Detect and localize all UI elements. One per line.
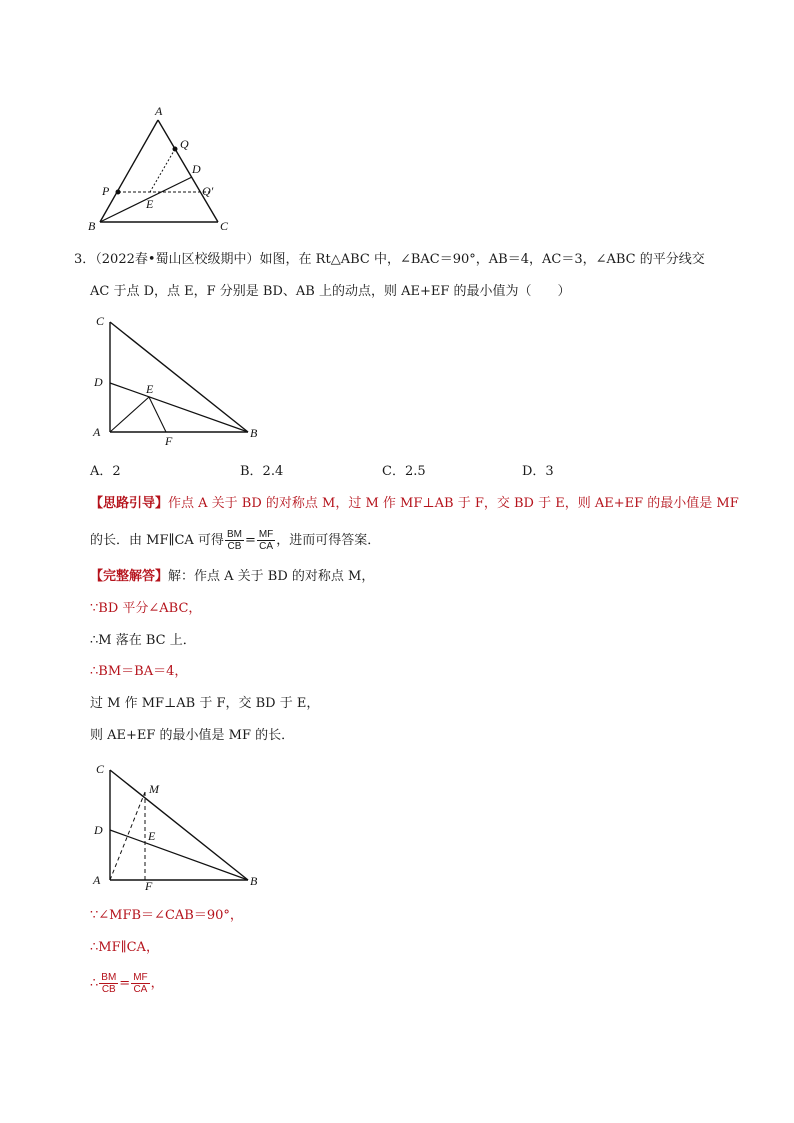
question-line-2 <box>90 282 571 302</box>
fig3-label-d: D <box>94 823 103 837</box>
option-b[interactable]: B．2.4 <box>240 464 284 479</box>
answer-options <box>90 462 690 482</box>
solution-line-9 <box>90 970 164 998</box>
question-source: （2022春•蜀山区校级期中） <box>95 252 260 267</box>
solution-tag: 【完整解答】 <box>90 569 169 584</box>
hint-text-2a: 的长．由 MF∥CA 可得 <box>90 533 224 548</box>
hint-equals: = <box>244 533 256 548</box>
fig3-label-b: B <box>250 874 258 888</box>
hint-text-1: 作点 A 关于 BD 的对称点 M，过 M 作 MF⊥AB 于 F，交 BD 于 E，则 AE+EF 的最小值是 MF <box>168 496 739 511</box>
fig1-label-p: P <box>102 184 110 198</box>
solution-line-4: ∴BM＝BA＝4， <box>90 664 188 679</box>
hint-fraction-mf-ca: $\frac{MF}{CA}$ <box>258 529 274 552</box>
solution-line-2: ∵BD 平分∠ABC， <box>90 601 202 616</box>
fig3-label-e: E <box>148 829 156 843</box>
fig2-label-b: B <box>250 426 258 440</box>
hint-fraction-bm-cb: $\frac{BM}{CB}$ <box>226 529 242 552</box>
figure-1-triangle <box>80 100 240 235</box>
fig1-label-a: A <box>155 104 163 118</box>
question-number: 3． <box>74 252 96 267</box>
fig1-label-e: E <box>146 197 154 211</box>
fig3-label-m: M <box>149 782 159 796</box>
fig2-label-d: D <box>94 375 103 389</box>
hint-line-1 <box>90 494 739 514</box>
solution-equals: = <box>119 976 131 991</box>
fig2-label-c: C <box>96 314 105 328</box>
solution-line-1 <box>90 567 374 587</box>
figure-3-svg <box>88 758 268 893</box>
figure-2-triangle <box>88 310 268 450</box>
solution-fraction-bm-cb: $\frac{BM}{CB}$ <box>101 972 117 995</box>
question-text-1: 如图，在 Rt△ABC 中，∠BAC＝90°，AB＝4，AC＝3，∠ABC 的平分线交 <box>259 252 705 267</box>
fig1-label-d: D <box>192 162 201 176</box>
hint-tag: 【思路引导】 <box>90 496 169 511</box>
fig2-label-a: A <box>93 425 101 439</box>
figure-2-svg <box>88 310 268 450</box>
figure-3-triangle <box>88 758 268 893</box>
solution-line-7: ∵∠MFB＝∠CAB＝90°， <box>90 908 243 923</box>
solution-line-3: ∴M 落在 BC 上． <box>90 633 196 648</box>
solution-line-9-suffix: ， <box>150 976 164 991</box>
question-text-2: AC 于点 D，点 E，F 分别是 BD、AB 上的动点，则 AE+EF 的最小值为（ ） <box>90 284 571 299</box>
fig3-label-c: C <box>96 762 105 776</box>
solution-line-6: 则 AE+EF 的最小值是 MF 的长． <box>90 728 295 743</box>
fig1-label-q-prime: Q′ <box>202 184 214 198</box>
option-d[interactable]: D．3 <box>522 464 554 479</box>
option-c[interactable]: C．2.5 <box>382 464 426 479</box>
fig1-label-c: C <box>220 219 229 233</box>
solution-text-1: 解：作点 A 关于 BD 的对称点 M， <box>168 569 375 584</box>
figure-1-svg <box>80 100 240 235</box>
fig1-label-q: Q <box>180 137 189 151</box>
solution-fraction-mf-ca: $\frac{MF}{CA}$ <box>133 972 148 995</box>
hint-text-2b: ，进而可得答案． <box>276 533 381 548</box>
solution-line-8: ∴MF∥CA， <box>90 940 159 955</box>
solution-line-9-prefix: ∴ <box>90 976 99 991</box>
option-a[interactable]: A．2 <box>90 464 121 479</box>
hint-line-2 <box>90 528 380 554</box>
fig1-label-b: B <box>88 219 96 233</box>
fig2-label-e: E <box>146 382 154 396</box>
fig3-label-f: F <box>145 879 153 893</box>
solution-line-5: 过 M 作 MF⊥AB 于 F，交 BD 于 E， <box>90 696 320 711</box>
fig3-label-a: A <box>93 873 101 887</box>
question-line-1 <box>74 250 705 270</box>
fig2-label-f: F <box>165 434 173 448</box>
